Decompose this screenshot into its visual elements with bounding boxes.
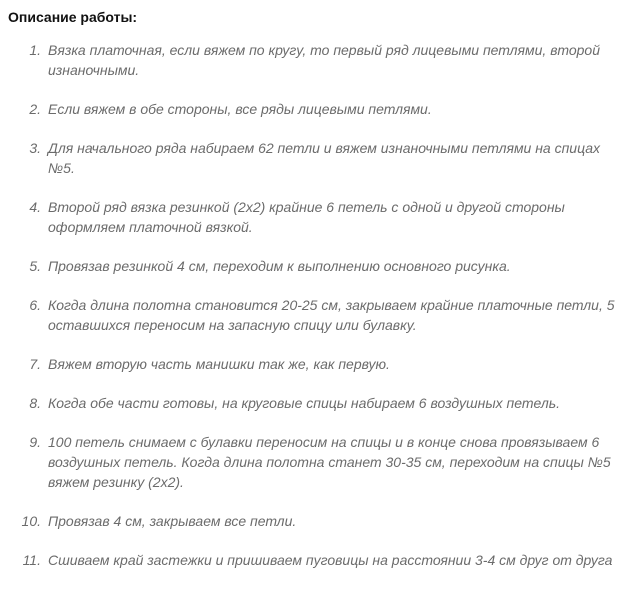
list-item <box>8 138 624 178</box>
step-number: 5. <box>29 258 41 274</box>
list-item <box>8 393 624 413</box>
step-text-line: изнаночными. <box>48 62 140 78</box>
step-text-line: Провязав 4 см, закрываем все петли. <box>48 513 297 529</box>
list-item <box>8 256 624 276</box>
step-number: 1. <box>29 42 41 58</box>
step-text-line: вяжем резинку (2х2). <box>48 474 184 490</box>
step-number: 11. <box>22 552 41 568</box>
steps-list <box>8 40 624 570</box>
list-item <box>8 40 624 80</box>
step-text-line: Для начального ряда набираем 62 петли и вяжем изнаночными петлями на спицах <box>48 140 601 156</box>
list-item <box>8 197 624 237</box>
section-heading: Описание работы: <box>8 9 138 25</box>
list-item <box>8 432 624 492</box>
step-text-line: Второй ряд вязка резинкой (2х2) крайние 6 петель с одной и другой стороны <box>48 199 565 215</box>
step-text-line: Вяжем вторую часть манишки так же, как первую. <box>48 356 390 372</box>
step-number: 9. <box>29 434 41 450</box>
step-number: 3. <box>29 140 41 156</box>
step-text-line: Если вяжем в обе стороны, все ряды лицевыми петлями. <box>48 101 432 117</box>
step-number: 8. <box>29 395 41 411</box>
step-text-line: оформляем платочной вязкой. <box>48 219 253 235</box>
step-text-line: 100 петель снимаем с булавки переносим на спицы и в конце снова провязываем 6 <box>48 434 600 450</box>
step-number: 6. <box>29 297 41 313</box>
step-number: 10. <box>21 513 41 529</box>
step-text-line: воздушных петель. Когда длина полотна станет 30-35 см, переходим на спицы №5 <box>48 454 611 470</box>
step-text-line: №5. <box>48 160 75 176</box>
step-number: 2. <box>29 101 41 117</box>
step-text-line: Провязав резинкой 4 см, переходим к выполнению основного рисунка. <box>48 258 511 274</box>
list-item <box>8 99 624 119</box>
list-item <box>8 511 624 531</box>
list-item <box>8 354 624 374</box>
list-item <box>8 550 624 570</box>
list-item <box>8 295 624 335</box>
step-text-line: оставшихся переносим на запасную спицу или булавку. <box>48 317 417 333</box>
step-text-line: Когда длина полотна становится 20-25 см, закрываем крайние платочные петли, 5 <box>48 297 615 313</box>
work-description <box>8 8 624 589</box>
step-text-line: Вязка платочная, если вяжем по кругу, то первый ряд лицевыми петлями, второй <box>48 42 600 58</box>
step-text-line: Сшиваем край застежки и пришиваем пуговицы на расстоянии 3-4 см друг от друга <box>48 552 613 568</box>
step-number: 7. <box>29 356 41 372</box>
step-text-line: Когда обе части готовы, на круговые спицы набираем 6 воздушных петель. <box>48 395 560 411</box>
step-number: 4. <box>29 199 41 215</box>
